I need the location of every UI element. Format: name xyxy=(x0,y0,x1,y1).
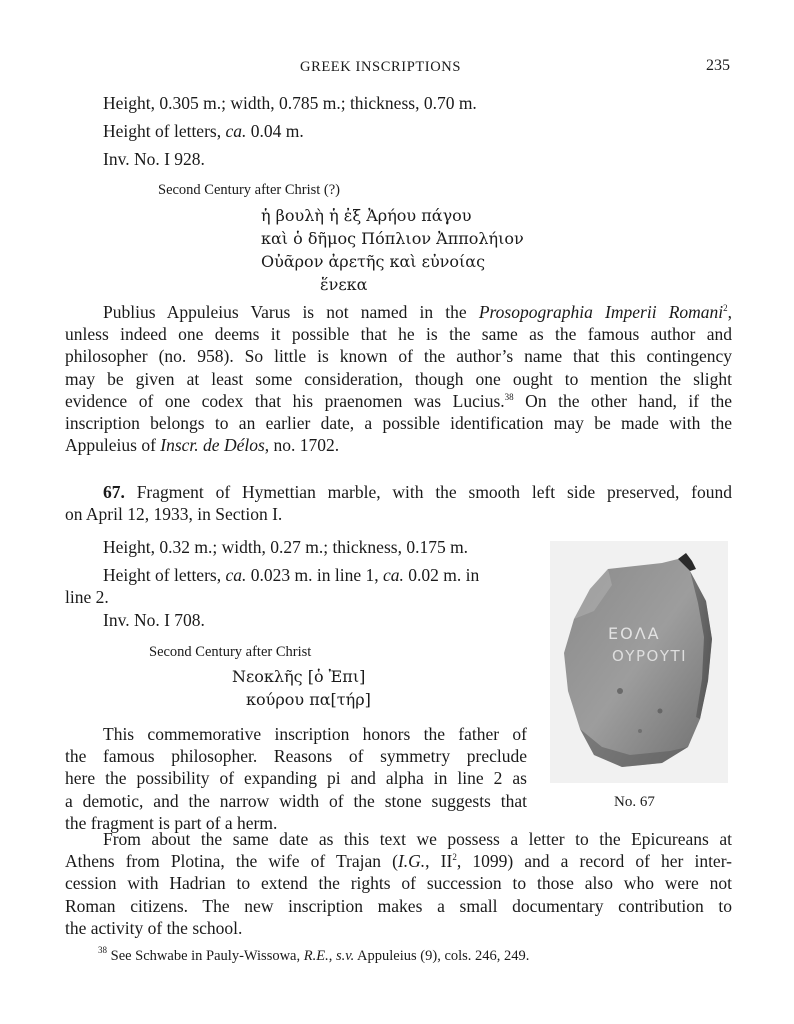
photo-inscription-line-2: ΟΥΡΟΥΤΙ xyxy=(612,647,688,665)
photo-caption: No. 67 xyxy=(614,794,655,810)
fragment-photo xyxy=(550,541,728,783)
date-67: Second Century after Christ xyxy=(149,644,312,660)
footnote-38: $^{38}$ See Schwabe in Pauly-Wissowa, R.E., s.v. Appuleius (9), cols. 246, 249. xyxy=(98,945,530,964)
inventory-67: Inv. No. I 708. xyxy=(103,610,205,630)
paragraph-commemorative: This commemorative inscription honors the father of the famous philosopher. Reasons of symmetry preclude here the possibility of expanding pi and alpha in line 2 as a demotic, and the narrow width of the stone suggests that the fragment is part of a herm. xyxy=(65,724,527,833)
entry-number: 67. xyxy=(103,482,125,502)
photo-inscription-line-1: ΕΟΛΑ xyxy=(608,624,661,643)
date-66: Second Century after Christ (?) xyxy=(158,182,341,198)
paragraph-plotina: From about the same date as this text we possess a letter to the Epicureans at Athens from Plotina, the wife of Trajan (I.G., $II^2$, 1099) and a record of her inter- cession with Hadrian to extend the rights of succession to those also who were not Roman citizens. The new inscription makes a small documentary contribution to the activity of the school. xyxy=(65,829,733,938)
inscription-line-1: ἡ βουλὴ ἡ ἐξ Ἀρήου πάγου xyxy=(261,206,472,225)
running-header: GREEK INSCRIPTIONS xyxy=(300,59,462,75)
inscription-line-3: Οὐᾶρον ἀρετῆς καὶ εὐνοίας xyxy=(261,252,486,271)
paragraph-appuleius: Publius Appuleius Varus is not named in the Prosopographia Imperii Romani$^2$, unless indeed one deems it possible that he is the same as the famous author and philosopher (no. 958). So little is known of the author’s name that this contingency may be given at least some consideration, though one ought to mention the slight evidence of one codex that his praenomen was Lucius.$^{38}$ On the other hand, if the inscription belongs to an earlier date, a possible identification may be made with the Appuleius of Inscr. de Délos, no. 1702. xyxy=(65,302,733,456)
letter-height-67: Height of letters, ca. 0.023 m. in line 1, ca. 0.02 m. in xyxy=(103,565,480,585)
inventory-66: Inv. No. I 928. xyxy=(103,149,205,169)
stone-fragment-image xyxy=(550,541,728,783)
inscription-line-2: καὶ ὁ δῆμος Πόπλιον Ἀππολήιον xyxy=(261,229,524,248)
entry-67-description: 67. Fragment of Hymettian marble, with the smooth left side preserved, found on April 12, 1933, in Section I. xyxy=(65,482,733,525)
letter-height-66: Height of letters, ca. 0.04 m. xyxy=(103,121,304,141)
page-number: 235 xyxy=(706,57,730,74)
measurements-67: Height, 0.32 m.; width, 0.27 m.; thickness, 0.175 m. xyxy=(103,537,469,557)
inscription-line-4: ἕνεκα xyxy=(320,275,368,294)
letter-height-67-cont: line 2. xyxy=(65,587,109,607)
measurements-66: Height, 0.305 m.; width, 0.785 m.; thickness, 0.70 m. xyxy=(103,93,477,113)
inscription-67-line-1: Νεοκλῆς [ὁ Ἐπι] xyxy=(232,667,366,686)
inscription-67-line-2: κούρου πα[τήρ] xyxy=(246,690,371,709)
